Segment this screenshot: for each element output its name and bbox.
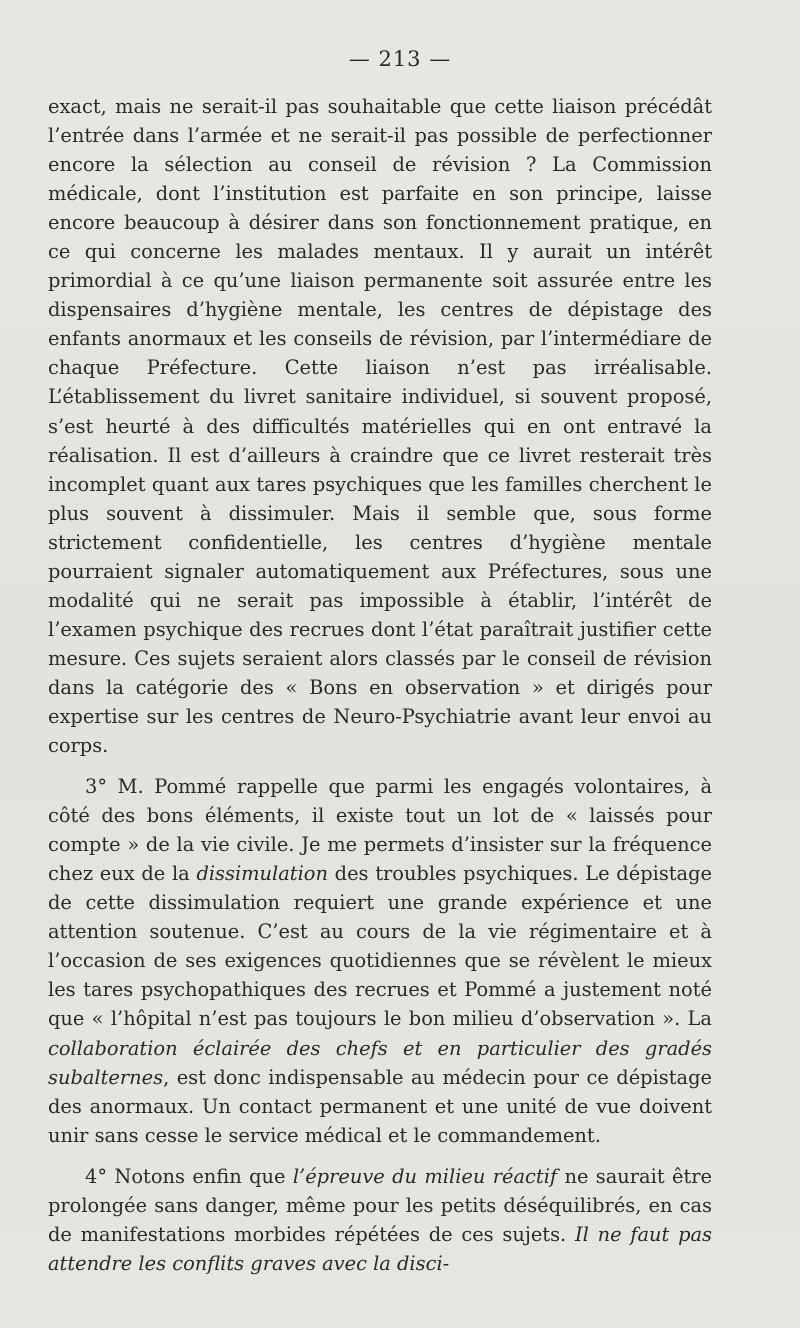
paragraph-3 [48, 1162, 712, 1278]
page-number: — 213 — [348, 47, 452, 71]
paragraph-1-text: exact, mais ne serait-il pas souhaitable que cette liaison précédât l’entrée dans l’armée et ne serait-il pas possible de perfectionner encore la sélection au conseil de révision ? La Commission médicale, dont l’institution est parfaite en son principe, laisse encore beaucoup à désirer dans son fonctionnement pratique, en ce qui concerne les malades mentaux. Il y aurait un intérêt primordial à ce qu’une liaison permanente soit assurée entre les dispensaires d’hygiène mentale, les centres de dépistage des enfants anormaux et les conseils de révision, par l’intermédiare de chaque Préfecture. Cette liaison n’est pas irréalisable. L’établissement du livret sanitaire individuel, si souvent proposé, s’est heurté à des difficultés matérielles qui en ont entravé la réalisation. Il est d’ailleurs à craindre que ce livret resterait très incomplet quant aux tares psychiques que les familles cherchent le plus souvent à dissimuler. Mais il semble que, sous forme strictement confidentielle, les centres d’hygiène mentale pourraient signaler automatiquement aux Préfectures, sous une modalité qui ne serait pas impossible à établir, l’intérêt de l’examen psychique des recrues dont l’état paraîtrait justifier cette mesure. Ces sujets seraient alors classés par le conseil de révision dans la catégorie des « Bons en observation » et dirigés pour expertise sur les centres de Neuro-Psychiatrie avant leur envoi au corps. [48, 95, 712, 758]
body-text [48, 92, 712, 1278]
paragraph-3-italic-conflits: Il ne faut pas attendre les conflits graves avec la disci- [48, 1222, 712, 1275]
paragraph-2-text-c: , est donc indispensable au médecin pour ce dépistage des anormaux. Un contact permanent et une unité de vue doivent unir sans cesse le service médical et le commandement. [48, 1065, 712, 1147]
paragraph-3-italic-epreuve: l’épreuve du milieu réactif [292, 1164, 558, 1188]
paragraph-1 [48, 92, 712, 760]
paragraph-2-text-b: des troubles psychiques. Le dépistage de cette dissimulation requiert une grande expérience et une attention soutenue. C’est au cours de la vie régimentaire et à l’occasion de ses exigences quotidiennes que se révèlent le mieux les tares psychopathiques des recrues et Pommé a justement noté que « l’hôpital n’est pas toujours le bon milieu d’observation ». La [48, 862, 713, 1031]
paragraph-2 [48, 772, 712, 1150]
paragraph-2-italic-collaboration: collaboration éclairée des chefs et en particulier des gradés subalternes [48, 1036, 712, 1089]
paragraph-2-text-a: 3° M. Pommé rappelle que parmi les engagés volontaires, à côté des bons éléments, il existe tout un lot de « laissés pour compte » de la vie civile. Je me permets d’insister sur la fréquence chez eux de la [48, 775, 712, 886]
paragraph-3-text-a: 4° Notons enfin que [85, 1164, 293, 1188]
paragraph-2-italic-dissimulation: dissimulation [196, 862, 328, 886]
paragraph-3-text-b: ne saurait être prolongée sans danger, même pour les petits déséquilibrés, en cas de manifestations morbides répétées de ces sujets. [48, 1164, 712, 1246]
